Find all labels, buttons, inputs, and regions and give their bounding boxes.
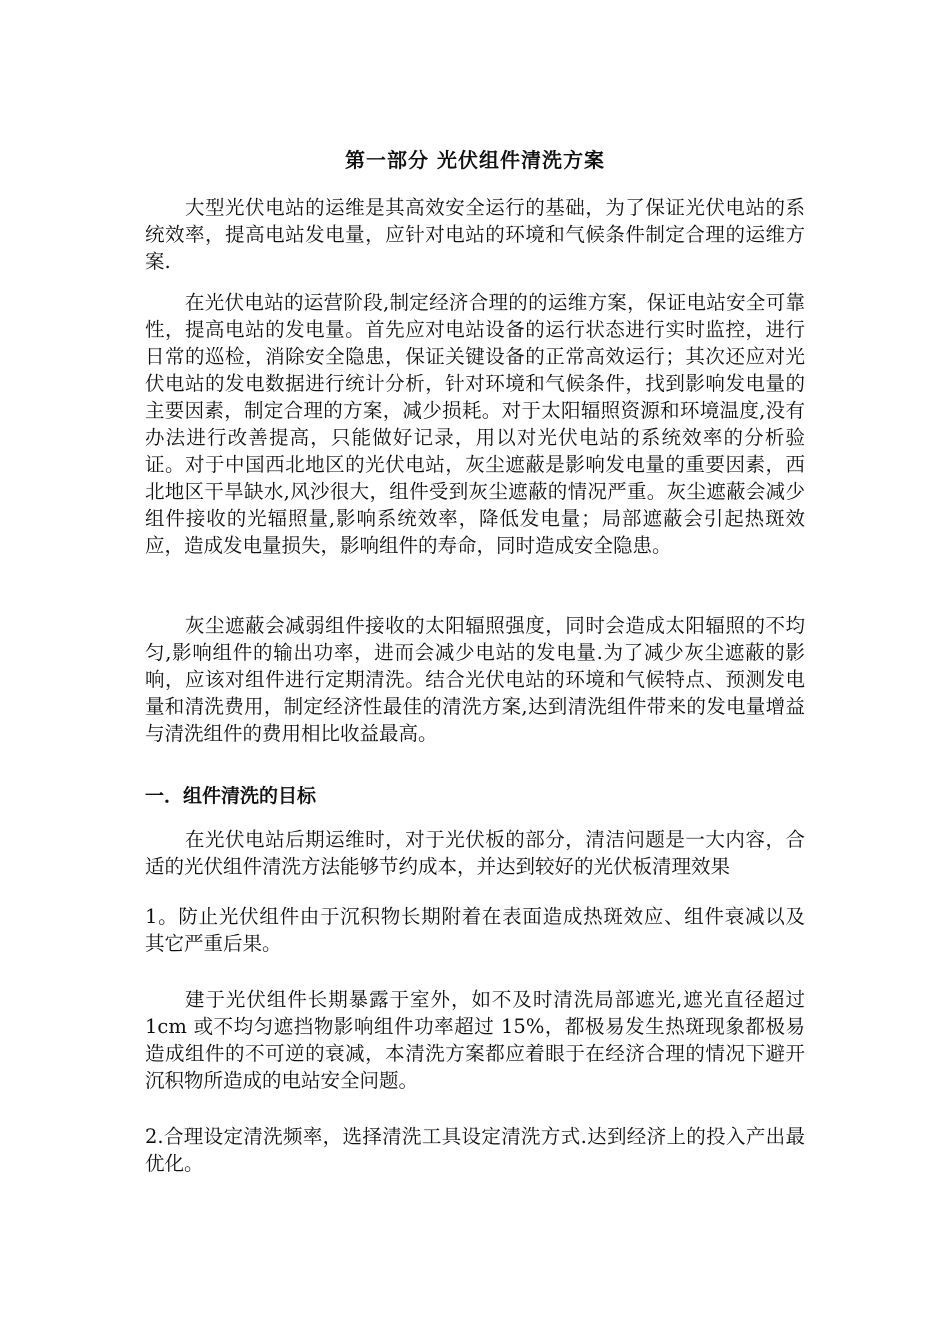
intro-paragraph: 大型光伏电站的运维是其高效安全运行的基础，为了保证光伏电站的系统效率，提高电站发电量，应针对电站的环境和气候条件制定合理的运维方案. <box>145 196 805 273</box>
page-title: 第一部分 光伏组件清洗方案 <box>345 148 605 172</box>
operations-paragraph: 在光伏电站的运营阶段,制定经济合理的的运维方案，保证电站安全可靠性，提高电站的发电量。首先应对电站设备的运行状态进行实时监控，进行日常的巡检，消除安全隐患，保证关键设备的正常高效运行；其次还应对光伏电站的发电数据进行统计分析，针对环境和气候条件，找到影响发电量的主要因素，制定合理的方案，减少损耗。对于太阳辐照资源和环境温度,没有办法进行改善提高，只能做好记录，用以对光伏电站的系统效率的分析验证。对于中国西北地区的光伏电站，灰尘遮蔽是影响发电量的重要因素，西北地区干旱缺水,风沙很大，组件受到灰尘遮蔽的情况严重。灰尘遮蔽会减少组件接收的光辐照量,影响系统效率，降低发电量；局部遮蔽会引起热斑效应，造成发电量损失，影响组件的寿命，同时造成安全隐患。 <box>145 291 805 557</box>
cleaning-goal-paragraph: 在光伏电站后期运维时，对于光伏板的部分，清洁问题是一大内容，合适的光伏组件清洗方法能够节约成本，并达到较好的光伏板清理效果 <box>145 828 805 878</box>
goal-item-2: 2.合理设定清洗频率，选择清洗工具设定清洗方式.达到经济上的投入产出最优化。 <box>145 1125 805 1175</box>
dust-shading-paragraph: 灰尘遮蔽会减弱组件接收的太阳辐照强度，同时会造成太阳辐照的不均匀,影响组件的输出功率，进而会减少电站的发电量.为了减少灰尘遮蔽的影响，应该对组件进行定期清洗。结合光伏电站的环境和气候特点、预测发电量和清洗费用，制定经济性最佳的清洗方案,达到清洗组件带来的发电量增益与清洗组件的费用相比收益最高。 <box>145 614 805 745</box>
hotspot-paragraph: 建于光伏组件长期暴露于室外，如不及时清洗局部遮光,遮光直径超过 1cm 或不均匀遮挡物影响组件功率超过 15%，都极易发生热斑现象都极易造成组件的不可逆的衰减，本清洗方案都应着眼于在经济合理的情况下避开沉积物所造成的电站安全问题。 <box>145 988 805 1092</box>
goal-item-1: 1。防止光伏组件由于沉积物长期附着在表面造成热斑效应、组件衰减以及 其它严重后果。 <box>145 905 825 955</box>
section-heading: 一．组件清洗的目标 <box>145 785 317 807</box>
